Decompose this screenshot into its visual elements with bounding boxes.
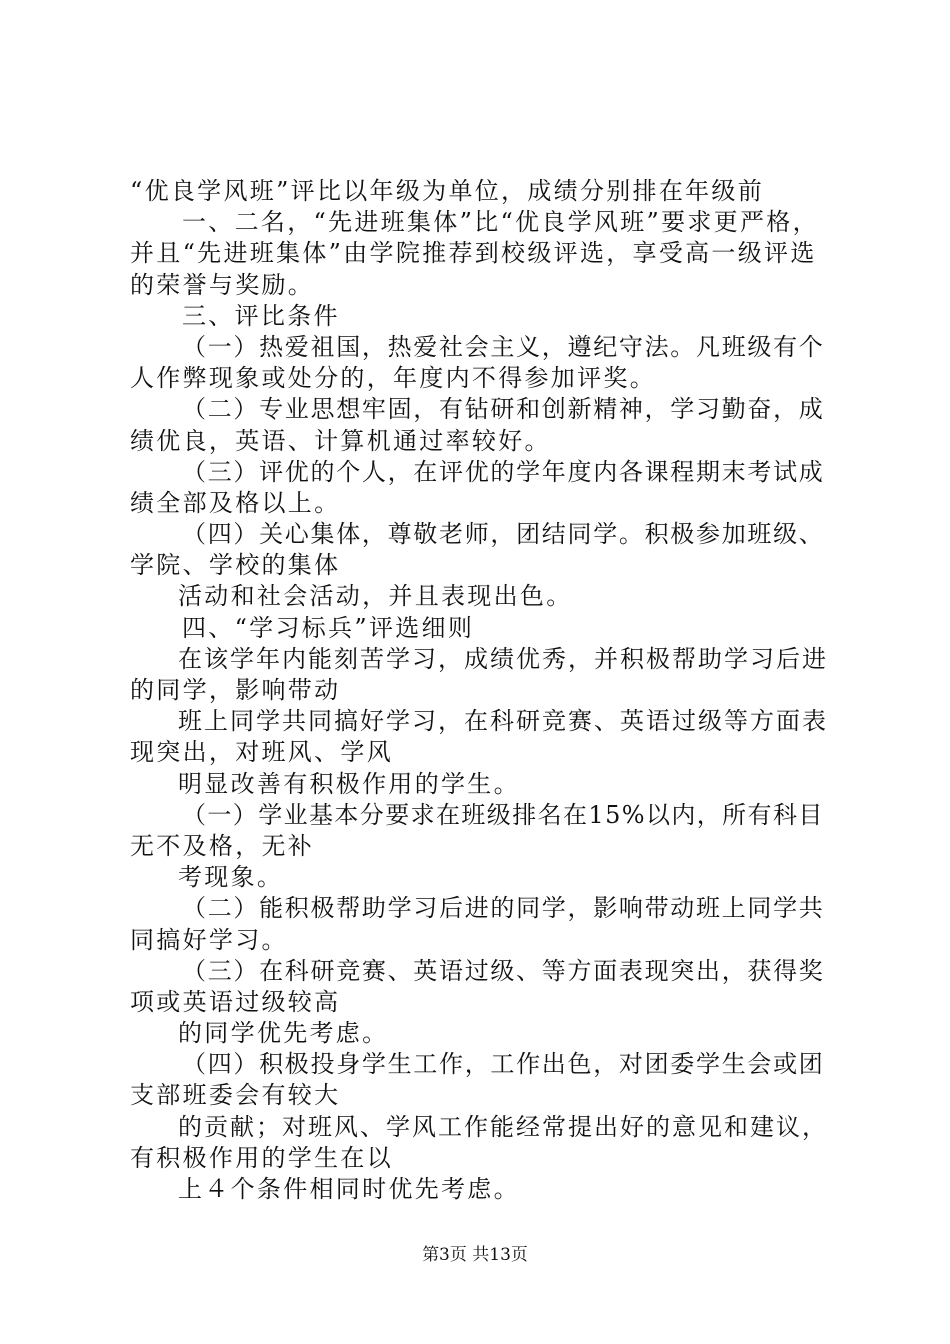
text-line: （一）学业基本分要求在班级排名在15%以内，所有科目 [182,800,824,829]
text-line: 的贡献；对班风、学风工作能经常提出好的意见和建议， [178,1112,828,1141]
text-line: “优良学风班”评比以年级为单位，成绩分别排在年级前 [130,177,765,205]
text-line: 在该学年内能刻苦学习，成绩优秀，并积极帮助学习后进 [178,644,828,673]
text-line: 绩优良，英语、计算机通过率较好。 [130,426,551,455]
text-line: 有积极作用的学生在以 [130,1143,393,1172]
text-line: 的同学优先考虑。 [178,1019,389,1048]
text-line: 的同学，影响带动 [130,676,341,704]
text-line: 活动和社会活动，并且表现出色。 [178,582,573,611]
text-line: （四）关心集体，尊敬老师，团结同学。积极参加班级、 [182,520,825,549]
text-line: 同搞好学习。 [130,925,288,954]
text-line: 支部班委会有较大 [130,1081,341,1110]
text-line: （二）专业思想牢固，有钻研和创新精神，学习勤奋，成 [182,395,825,424]
page-indicator: 第3页 共13页 [422,1245,528,1265]
text-line: 学院、学校的集体 [130,551,341,580]
text-line: 并且“先进班集体”由学院推荐到校级评选，享受高一级评选 [130,239,817,268]
text-line: 上４个条件相同时优先考虑。 [178,1175,520,1203]
text-line: 考现象。 [178,863,284,892]
text-line: 现突出，对班风、学风 [130,738,393,767]
document-body [130,176,830,1205]
text-line: 的荣誉与奖励。 [130,270,315,299]
text-line: 人作弊现象或处分的，年度内不得参加评奖。 [130,364,656,393]
text-line: （二）能积极帮助学习后进的同学，影响带动班上同学共 [182,894,825,923]
text-line: （三）在科研竞赛、英语过级、等方面表现突出，获得奖 [182,956,825,985]
text-line: 绩全部及格以上。 [130,488,341,517]
text-line: （三）评优的个人，在评优的学年度内各课程期末考试成 [182,457,825,486]
text-line: 一、二名，“先进班集体”比“优良学风班”要求更严格， [182,208,819,237]
section-heading: 四、“学习标兵”评选细则 [182,613,475,642]
section-heading: 三、评比条件 [182,301,340,330]
text-line: （四）积极投身学生工作，工作出色，对团委学生会或团 [182,1050,825,1079]
text-line: 明显改善有积极作用的学生。 [178,769,520,798]
text-line: 无不及格，无补 [130,831,315,860]
text-line: 班上同学共同搞好学习，在科研竞赛、英语过级等方面表 [178,707,828,736]
text-line: （一）热爱祖国，热爱社会主义，遵纪守法。凡班级有个 [182,332,825,361]
text-line: 项或英语过级较高 [130,987,341,1016]
